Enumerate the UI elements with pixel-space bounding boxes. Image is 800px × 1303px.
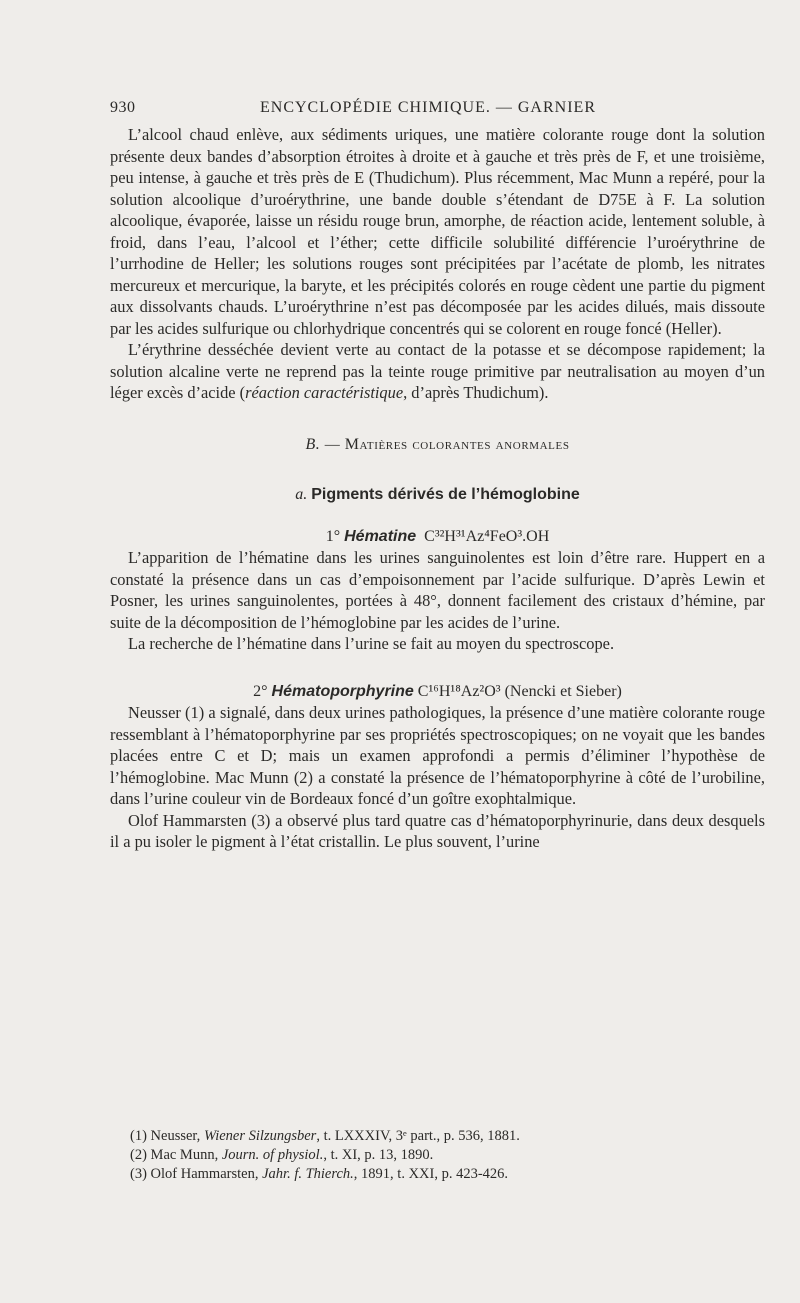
sub2-formula: C¹⁶H¹⁸Az²O³ [417,682,501,700]
footnote-2-number: (2) [130,1147,151,1163]
paragraph-neusser: Neusser (1) a signalé, dans deux urines pathologiques, la présence d’une matière colorante rouge ressemblant à l’hématoporphyrine par ses propriétés spectroscopiques; on ne voyait que les bandes placées entre C et D; mais un examen approfondi a permis d’éliminer l’hypothèse de l’hémoglobine. Mac Munn (2) a constaté la présence de l’hématoporphyrine à côté de l’urobiline, dans l’urine couleur vin de Bordeaux foncé d’un goître exophtalmique. [110,703,765,808]
running-title: ENCYCLOPÉDIE CHIMIQUE. — GARNIER [260,99,596,116]
page-number: 930 [110,99,136,116]
subheading-hematoporphyrine [110,681,765,703]
section-heading-a [110,484,765,506]
paragraph-erythrine-end: , d’après Thudichum). [403,383,549,402]
sub1-name: Hématine [344,527,417,545]
sub2-name: Hématoporphyrine [271,682,414,700]
italic-phrase: réaction caractéristique [245,383,404,402]
sub2-authors: (Nencki et Sieber) [504,682,622,700]
section-heading-b [110,434,765,457]
footnote-1-number: (1) [130,1128,151,1144]
subheading-hematine [110,526,765,548]
footnote-3 [130,1165,770,1184]
page-body [110,124,765,853]
section-a-letter: a. [295,486,308,503]
footnote-3-journal: Jahr. f. Thierch. [262,1166,354,1182]
paragraph-hammarsten: Olof Hammarsten (3) a observé plus tard quatre cas d’hématoporphyrinurie, dans deux desquels il a pu isoler le pigment à l’état cristallin. Le plus souvent, l’urine [110,810,765,851]
footnote-1 [130,1127,770,1146]
footnote-3-number: (3) [130,1166,151,1182]
footnote-2 [130,1146,770,1165]
paragraph-uroerythrine: L’alcool chaud enlève, aux sédiments uriques, une matière colorante rouge dont la solution présente deux bandes d’absorption étroites à droite et à gauche et très près de F, et une troisième, peu intense, à gauche et très près de E (Thudichum). Plus récemment, Mac Munn a repéré, pour la solution alcoolique d’uroérythrine, une bande double s’étendant de D75E à F. La solution alcoolique, évaporée, laisse un résidu rouge brun, amorphe, de réaction acide, lentement soluble, à froid, dans l’eau, l’alcool et l’éther; cette difficile solubilité différencie l’uroérythrine de l’urrhodine de Heller; les solutions rouges sont précipitées par l’acétate de plomb, les nitrates mercureux et mercurique, la baryte, et les précipités colorés en rouge cèdent une partie du pigment aux dissolvants chauds. L’uroérythrine n’est pas décomposée par les acides dilués, mais dissoute par les acides sulfurique ou chlorhydrique concentrés qui se colorent en rouge foncé (Heller). [110,125,765,338]
paragraph-hematine: L’apparition de l’hématine dans les urines sanguinolentes est loin d’être rare. Huppert en a constaté la présence dans un cas d’empoisonnement par l’acide sulfurique. D’après Lewin et Posner, les urines sanguinolentes, portées à 48°, donnent facilement des cristaux d’hémine, par suite de la décomposition de l’hémoglobine par les acides de l’urine. [110,548,765,632]
paragraph-spectroscope: La recherche de l’hématine dans l’urine se fait au moyen du spectroscope. [128,634,615,653]
paragraph-erythrine [110,339,765,404]
section-b-dash: — [320,436,345,453]
footnote-2-rest: , t. XI, p. 13, 1890. [323,1147,434,1163]
section-a-title: Pigments dérivés de l’hémoglobine [311,486,580,503]
footnote-2-author: Mac Munn, [150,1147,222,1163]
section-b-title: Matières colorantes anormales [344,435,570,453]
sub1-formula: C³²H³¹Az⁴FeO³.OH [424,527,550,545]
footnotes [130,1127,770,1184]
sub2-label: 2° [253,682,272,700]
sub1-label: 1° [325,527,345,545]
paragraph-erythrine-text: L’érythrine desséchée devient verte au contact de la potasse et se décompose rapidement; la solution alcaline verte ne reprend pas la teinte rouge primitive par neutralisation au moyen d’un léger excès d’acide ( [110,340,765,402]
footnote-2-journal: Journ. of physiol. [221,1147,324,1163]
footnote-3-rest: , 1891, t. XXI, p. 423-426. [353,1166,509,1182]
section-b-letter: B. [305,435,321,453]
footnote-3-author: Olof Hammarsten, [150,1166,263,1182]
footnote-1-journal: Wiener Silzungsber [203,1128,317,1144]
footnote-1-rest: , t. LXXXIV, 3ᵉ part., p. 536, 1881. [316,1128,520,1144]
footnote-1-author: Neusser, [150,1128,204,1144]
